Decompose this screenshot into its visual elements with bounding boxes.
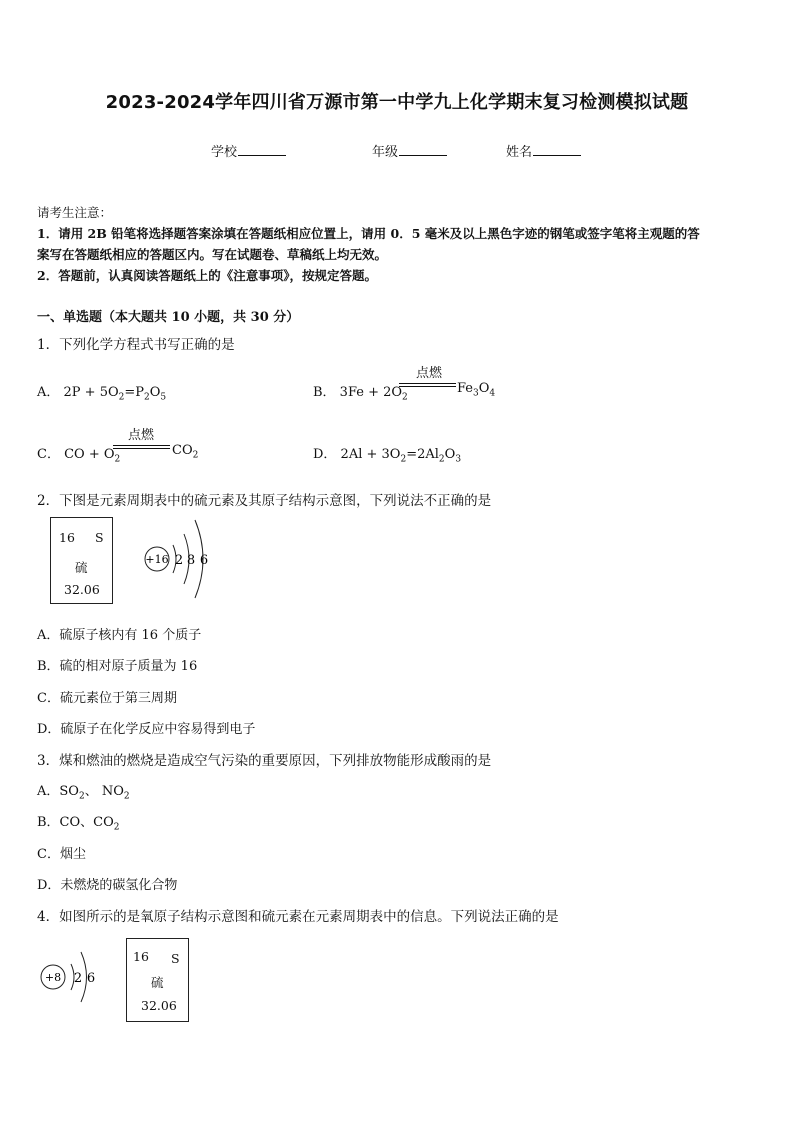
question-3-option-c[interactable]: C．烟尘 <box>37 847 86 862</box>
element-atomic-mass: 32.06 <box>141 998 177 1013</box>
school-blank[interactable] <box>238 143 286 156</box>
page-title: 2023-2024学年四川省万源市第一中学九上化学期末复习检测模拟试题 <box>105 92 689 113</box>
nucleus-charge: +8 <box>44 971 62 984</box>
nucleus-charge: +16 <box>145 553 169 566</box>
question-3-option-b[interactable]: B．CO、$CO_2$ <box>37 815 120 833</box>
shell-2-electrons: 8 <box>186 553 196 568</box>
notice-item-2: 2．答题前，认真阅读答题纸上的《注意事项》，按规定答题。 <box>37 268 377 283</box>
question-3-stem: 3．煤和燃油的燃烧是造成空气污染的重要原因，下列排放物能形成酸雨的是 <box>37 753 492 769</box>
name-field <box>506 141 581 160</box>
question-1-b-condition: 点燃 <box>415 366 442 381</box>
section-heading: 一、单选题（本大题共 10 小题，共 30 分） <box>37 310 300 325</box>
school-label: 学校 <box>211 145 238 160</box>
question-1-option-d[interactable]: D． $2Al + 3O_2=2Al_2O_3$ <box>313 447 462 465</box>
element-atomic-mass: 32.06 <box>64 582 100 597</box>
question-1-b-equals <box>399 383 456 387</box>
question-2-option-a[interactable]: A．硫原子核内有 16 个质子 <box>37 628 202 643</box>
question-1-option-b[interactable]: B． $3Fe + 2O_2$ <box>313 385 408 403</box>
element-symbol: S <box>171 951 180 966</box>
question-1-option-a[interactable]: A． $2P + 5O_2=P_2O_5$ <box>37 385 167 403</box>
notice-item-1-line-1: 1．请用 2B 铅笔将选择题答案涂填在答题纸相应位置上，请用 0．5 毫米及以上黑色字迹的钢笔或签字笔将主观题的答 <box>37 226 700 241</box>
shell-3-electrons: 6 <box>199 553 209 568</box>
question-2-option-d[interactable]: D．硫原子在化学反应中容易得到电子 <box>37 722 256 737</box>
grade-label: 年级 <box>372 145 399 160</box>
question-1-c-product: $CO_2$ <box>172 443 199 461</box>
question-2-option-b[interactable]: B．硫的相对原子质量为 16 <box>37 659 198 674</box>
name-label: 姓名 <box>506 145 533 160</box>
sulfur-element-card <box>50 517 113 604</box>
question-1-c-equals <box>113 445 170 449</box>
question-1-c-condition: 点燃 <box>127 428 154 443</box>
element-name: 硫 <box>151 975 164 990</box>
sulfur-element-card-q4 <box>126 938 189 1022</box>
grade-field <box>372 141 447 160</box>
shell-1-electrons: 2 <box>73 971 83 986</box>
question-3-option-d[interactable]: D．未燃烧的碳氢化合物 <box>37 878 178 893</box>
shell-1-electrons: 2 <box>174 553 184 568</box>
element-atomic-number: 16 <box>133 949 149 964</box>
sulfur-atom-diagram <box>140 512 220 607</box>
notice-heading: 请考生注意： <box>37 205 113 220</box>
oxygen-atom-diagram <box>38 944 108 1014</box>
question-2-option-c[interactable]: C．硫元素位于第三周期 <box>37 691 177 706</box>
element-name: 硫 <box>75 560 88 575</box>
question-1-stem: 1．下列化学方程式书写正确的是 <box>37 337 235 353</box>
question-3-option-a[interactable]: A．$SO_2$、 $NO_2$ <box>37 784 130 802</box>
question-2-stem: 2．下图是元素周期表中的硫元素及其原子结构示意图，下列说法不正确的是 <box>37 493 492 509</box>
element-symbol: S <box>95 530 104 545</box>
question-1-b-product: $Fe_3O_4$ <box>457 381 496 399</box>
grade-blank[interactable] <box>399 143 447 156</box>
name-blank[interactable] <box>533 143 581 156</box>
element-atomic-number: 16 <box>59 530 75 545</box>
notice-item-1-line-2: 案写在答题纸相应的答题区内。写在试题卷、草稿纸上均无效。 <box>37 247 388 262</box>
school-field <box>211 141 286 160</box>
question-4-stem: 4．如图所示的是氧原子结构示意图和硫元素在元素周期表中的信息。下列说法正确的是 <box>37 909 559 925</box>
question-1-option-c[interactable]: C． CO + $O_2$ <box>37 447 121 465</box>
shell-2-electrons: 6 <box>86 971 96 986</box>
